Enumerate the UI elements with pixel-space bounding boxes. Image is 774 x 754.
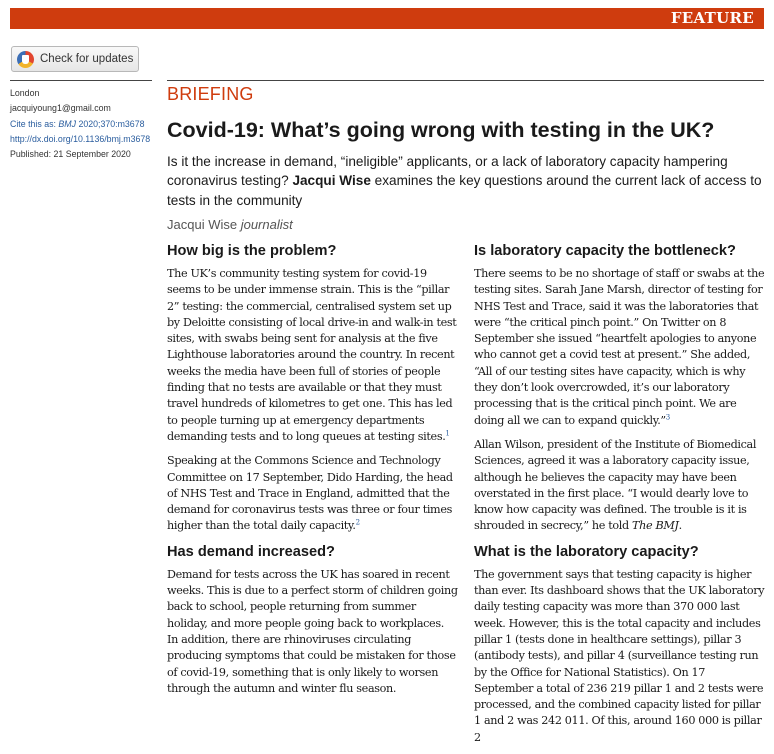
body-paragraph: There seems to be no shortage of staff or swabs at the testing sites. Sarah Jane Marsh, director of testing for NHS Test and Trace, said it was the laboratories that were “the critical pinch point.” On Twitter on 8 September she issued “heartfelt apologies to anyone who cannot get a covid test at present.” She added, “All of our testing sites have capacity, which is why they don’t look overcrowded, it’s our laboratory processing that is the critical pinch point. We are doing all we can to expand quickly.”$^3$: [474, 267, 765, 427]
body-paragraph: Speaking at the Commons Science and Technology Committee on 17 September, Dido Harding, the head of NHS Test and Trace in England, admitted that the demand for coronavirus tests was three or four times higher than the total daily capacity.$^2$: [167, 454, 453, 533]
check-for-updates-label: Check for updates: [40, 53, 134, 65]
left-column: [167, 242, 458, 705]
body-paragraph: Demand for tests across the UK has soared in recent weeks. This is due to a perfect storm of children going back to school, people returning from summer holiday, and more people going back to workplaces. In addition, there are rhinoviruses circulating producing symptoms that could be mistaken for those of covid-19, something that is only likely to worsen through the autumn and winter flu season.: [167, 567, 458, 695]
header-divider: [167, 80, 764, 81]
reference-link[interactable]: 2: [355, 518, 360, 527]
journal-name: The BMJ: [632, 519, 679, 533]
section-heading: How big is the problem?: [167, 243, 337, 259]
body-paragraph: The government says that testing capacity is higher than ever. Its dashboard shows that the UK laboratory daily testing capacity was more than 370 000 last week. However, this is the total capacity and includes pillar 1 (tests done in healthcare settings), pillar 3 (antibody tests), and pillar 4 (surveillance testing run by the Office for National Statistics). On 17 September a total of 236 219 pillar 1 and 2 tests were processed, and the combined capacity listed for pillar 1 and 2 was 242 011. Of this, around 160 000 is pillar 2: [474, 567, 765, 744]
right-column: [474, 242, 765, 754]
section-heading: Has demand increased?: [167, 543, 335, 560]
body-paragraph: Allan Wilson, president of the Institute of Biomedical Sciences, agreed it was a laboratory capacity issue, although he believes the capacity may have been overstated in the first place. “I would dearly love to know how capacity was defined. The trouble is it is shrouded in secrecy,” he told The BMJ.: [474, 437, 757, 533]
crossmark-icon: [17, 51, 34, 68]
check-for-updates-button[interactable]: [11, 46, 139, 72]
author-email[interactable]: jacquiyoung1@gmail.com: [10, 103, 111, 114]
article-metadata: [10, 86, 155, 162]
section-heading: What is the laboratory capacity?: [474, 543, 699, 560]
article-title: Covid-19: What’s going wrong with testing in the UK?: [167, 118, 715, 142]
reference-link[interactable]: 3: [665, 412, 670, 421]
byline-role: journalist: [240, 217, 293, 232]
section-heading: Is laboratory capacity the bottleneck?: [474, 243, 736, 259]
published-date: Published: 21 September 2020: [10, 149, 131, 160]
byline: Jacqui Wise journalist: [167, 217, 293, 232]
article-standfirst: Is it the increase in demand, “ineligible” applicants, or a lack of laboratory capacity hampering coronavirus testing? Jacqui Wise examines the key questions around the current lack of access to tests in the community: [167, 154, 762, 208]
citation: Cite this as: BMJ 2020;370:m3678: [10, 118, 145, 129]
author-location: London: [10, 88, 40, 98]
article-kicker: BRIEFING: [167, 84, 254, 104]
sidebar-divider: [10, 80, 152, 81]
body-paragraph: The UK’s community testing system for covid-19 seems to be under immense strain. This is the “pillar 2” testing: the commercial, centralised system set up by Deloitte consisting of local drive-in and walk-in test sites, with swabs being sent for analysis at the five Lighthouse laboratories around the country. In recent weeks the media have been full of stories of people finding that no tests are available or that they must travel hundreds of kilometres to get one. This has led to people turning up at emergency departments demanding tests and to long queues at testing sites.$^1$: [167, 267, 457, 443]
standfirst-author: Jacqui Wise: [292, 173, 371, 189]
feature-banner: [10, 8, 764, 29]
section-label: FEATURE: [670, 9, 754, 27]
reference-link[interactable]: 1: [445, 429, 450, 438]
doi-link[interactable]: http://dx.doi.org/10.1136/bmj.m3678: [10, 133, 151, 144]
